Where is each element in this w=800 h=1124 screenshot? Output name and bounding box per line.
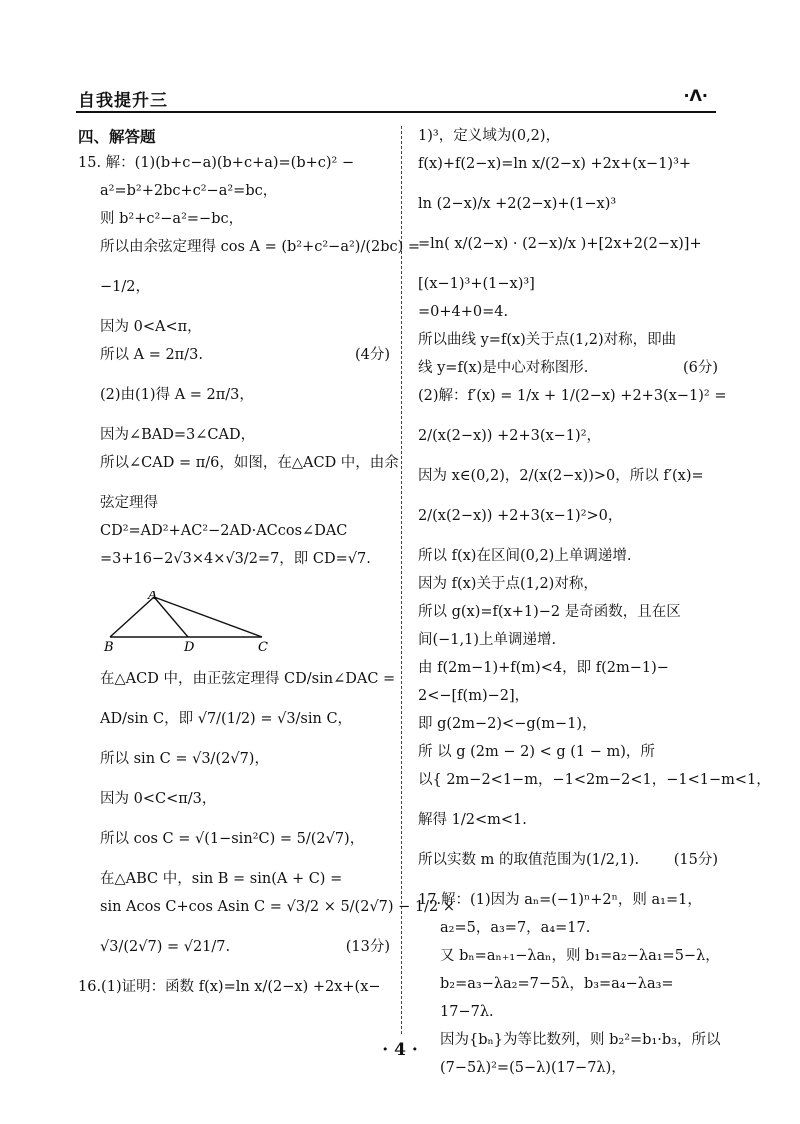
text-line xyxy=(418,358,718,380)
text-line: 因为∠BAD=3∠CAD， xyxy=(100,427,256,444)
text-line: b₂=a₃−λa₂=7−5λ，b₃=a₄−λa₃= xyxy=(440,976,674,992)
text-line: =ln( x/(2−x) · (2−x)/x )+[2x+2(2−x)]+ xyxy=(418,236,702,252)
text-line: 所以 g(x)=f(x+1)−2 是奇函数，且在区 xyxy=(418,604,681,620)
text-line: 因为 0<A<π， xyxy=(100,319,202,336)
point-label-c: C xyxy=(258,640,268,654)
text-line: 则 b²+c²−a²=−bc， xyxy=(100,211,244,228)
text-span: 线 y=f(x)是中心对称图形. xyxy=(418,360,589,376)
text-line: 以{ 2m−2<1−m，−1<2m−2<1，−1<1−m<1， xyxy=(418,772,771,788)
text-line: −1/2， xyxy=(100,279,150,296)
text-line: 15. 解：(1)(b+c−a)(b+c+a)=(b+c)² − xyxy=(78,155,355,172)
text-line: (2)由(1)得 A = 2π/3， xyxy=(100,387,254,404)
section-title: 四、解答题 xyxy=(78,128,156,146)
text-line: sin Acos C+cos Asin C = √3/2 × 5/(2√7) − 1/2 × xyxy=(100,899,456,915)
text-line: 因为 0<C<π/3， xyxy=(100,791,217,807)
triangle-figure xyxy=(102,591,302,653)
text-line: (7−5λ)²=(5−λ)(17−7λ)， xyxy=(440,1060,626,1076)
text-line: 又 bₙ=aₙ₊₁−λaₙ，则 b₁=a₂−λa₁=5−λ， xyxy=(440,948,720,964)
segment-ab xyxy=(110,597,154,637)
text-line xyxy=(78,937,390,971)
text-line: =3+16−2√3×4×√3/2=7，即 CD=√7. xyxy=(100,551,371,568)
text-line: 所以 sin C = √3/(2√7)， xyxy=(100,751,269,767)
text-span: 所以 A = 2π/3. xyxy=(100,347,203,364)
text-line: 即 g(2m−2)<−g(m−1)， xyxy=(418,716,597,732)
score-label: (4分) xyxy=(354,347,390,364)
text-line: 在△ABC 中，sin B = sin(A + C) = xyxy=(100,871,343,887)
text-line: 所以 cos C = √(1−sin²C) = 5/(2√7)， xyxy=(100,831,365,847)
text-line: 在△ACD 中，由正弦定理得 CD/sin∠DAC = xyxy=(100,671,396,687)
text-line: ln (2−x)/x +2(2−x)+(1−x)³ xyxy=(418,196,617,212)
text-line: 由 f(2m−1)+f(m)<4，即 f(2m−1)− xyxy=(418,660,669,676)
text-line: 弦定理得 xyxy=(100,495,158,512)
header-rule xyxy=(76,111,716,113)
text-line: a₂=5，a₃=7，a₄=17. xyxy=(440,920,591,936)
point-label-a: A xyxy=(148,591,158,604)
left-column xyxy=(78,126,456,1005)
score-label: (6分) xyxy=(682,360,718,376)
text-line: 解得 1/2<m<1. xyxy=(418,812,527,828)
text-line: 16.(1)证明：函数 f(x)=ln x/(2−x) +2x+(x− xyxy=(78,979,381,995)
score-label: (15分) xyxy=(673,852,718,868)
text-line: =0+4+0=4. xyxy=(418,304,509,320)
text-line: AD/sin C，即 √7/(1/2) = √3/sin C， xyxy=(100,711,353,727)
text-line: 2/(x(2−x)) +2+3(x−1)²， xyxy=(418,428,602,444)
text-line: 17−7λ. xyxy=(440,1004,494,1020)
text-line xyxy=(78,345,390,379)
score-label: (13分) xyxy=(345,939,390,955)
text-line: 所以由余弦定理得 cos A = (b²+c²−a²)/(2bc) = xyxy=(100,239,421,256)
text-line: CD²=AD²+AC²−2AD·ACcos∠DAC xyxy=(100,523,348,540)
text-line: 所 以 g (2m − 2) < g (1 − m)，所 xyxy=(418,744,655,760)
text-line: 17.解：(1)因为 aₙ=(−1)ⁿ+2ⁿ，则 a₁=1， xyxy=(418,892,702,908)
text-line: 2/(x(2−x)) +2+3(x−1)²>0， xyxy=(418,508,623,524)
text-line: 因为 x∈(0,2)，2/(x(2−x))>0，所以 f′(x)= xyxy=(418,468,704,484)
text-line: 所以 f(x)在区间(0,2)上单调递增. xyxy=(418,548,632,564)
text-line: 所以曲线 y=f(x)关于点(1,2)对称，即曲 xyxy=(418,332,677,348)
right-column xyxy=(418,126,771,1086)
text-line: 因为{bₙ}为等比数列，则 b₂²=b₁·b₃，所以 xyxy=(440,1032,721,1048)
text-line: 1)³，定义域为(0,2)， xyxy=(418,128,561,144)
text-line: a²=b²+2bc+c²−a²=bc， xyxy=(100,183,278,200)
page-header-title: 自我提升三 xyxy=(78,91,168,111)
point-label-b: B xyxy=(104,640,114,654)
text-line: 所以∠CAD = π/6，如图，在△ACD 中，由余 xyxy=(100,455,399,472)
text-span: √3/(2√7) = √21/7. xyxy=(100,939,231,955)
text-line: 因为 f(x)关于点(1,2)对称， xyxy=(418,576,598,592)
text-line: f(x)+f(2−x)=ln x/(2−x) +2x+(x−1)³+ xyxy=(418,156,692,172)
text-span: 所以实数 m 的取值范围为(1/2,1). xyxy=(418,852,640,868)
text-line: 间(−1,1)上单调递增. xyxy=(418,632,557,648)
header-mark: ·Λ· xyxy=(683,86,708,105)
text-line: 2<−[f(m)−2]， xyxy=(418,688,530,704)
page-number: · 4 · xyxy=(382,1040,418,1060)
text-line: (2)解：f′(x) = 1/x + 1/(2−x) +2+3(x−1)² = xyxy=(418,388,727,404)
text-line xyxy=(418,850,718,884)
text-line: [(x−1)³+(1−x)³] xyxy=(418,276,535,292)
point-label-d: D xyxy=(184,640,195,654)
